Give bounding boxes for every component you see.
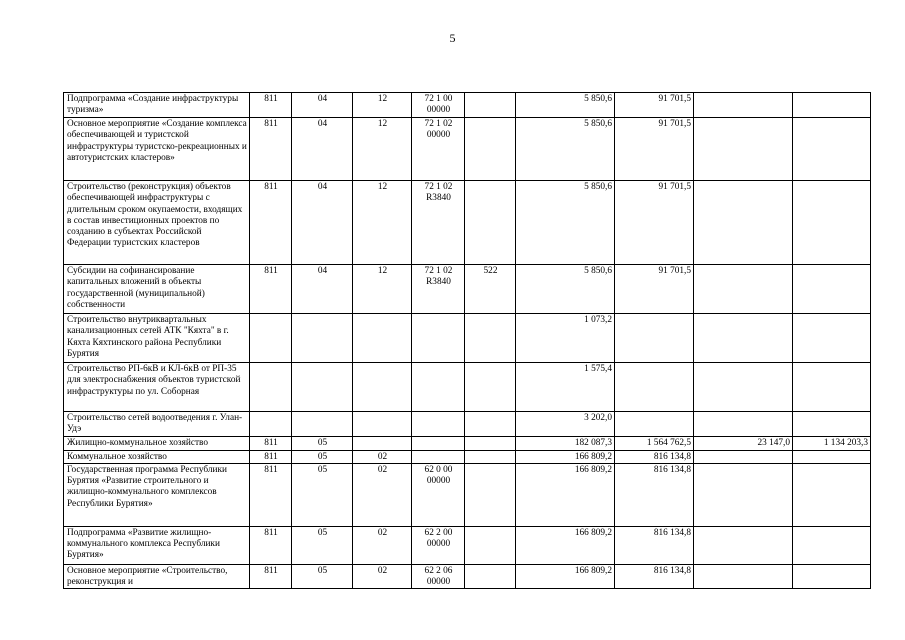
row-grbs: 811	[250, 526, 292, 564]
row-sum-2	[615, 314, 694, 363]
row-grbs: 811	[250, 564, 292, 589]
row-sum-3	[694, 412, 793, 437]
row-sum-3	[694, 118, 793, 181]
row-sum-2: 816 134,8	[615, 526, 694, 564]
row-sum-1: 1 575,4	[516, 363, 615, 412]
row-sum-3	[694, 93, 793, 118]
row-subsection: 02	[353, 463, 412, 526]
row-sum-1: 5 850,6	[516, 118, 615, 181]
table-row	[64, 412, 871, 437]
table-row	[64, 265, 871, 314]
row-sum-4	[793, 265, 871, 314]
row-target-article	[412, 363, 465, 412]
row-grbs	[250, 363, 292, 412]
row-grbs: 811	[250, 450, 292, 463]
row-name: Подпрограмма «Создание инфраструктуры туризма»	[64, 93, 250, 118]
row-sum-1: 182 087,3	[516, 436, 615, 450]
row-grbs: 811	[250, 93, 292, 118]
row-section	[292, 314, 353, 363]
row-sum-2	[615, 412, 694, 437]
row-sum-2: 91 701,5	[615, 118, 694, 181]
row-name: Строительство сетей водоотведения г. Улан-Удэ	[64, 412, 250, 437]
row-sum-4	[793, 463, 871, 526]
row-expense-type	[465, 93, 516, 118]
row-sum-1: 5 850,6	[516, 93, 615, 118]
row-grbs	[250, 314, 292, 363]
row-section: 05	[292, 463, 353, 526]
row-sum-4	[793, 564, 871, 589]
row-sum-2: 91 701,5	[615, 265, 694, 314]
row-target-article: 62 2 00 00000	[412, 526, 465, 564]
row-subsection: 02	[353, 450, 412, 463]
budget-table	[63, 92, 871, 589]
table-row	[64, 564, 871, 589]
row-target-article: 62 2 06 00000	[412, 564, 465, 589]
row-sum-4	[793, 363, 871, 412]
row-section: 05	[292, 450, 353, 463]
row-expense-type	[465, 314, 516, 363]
row-section: 04	[292, 181, 353, 265]
row-name: Строительство РП-6кВ и КЛ-6кВ от РП-35 для электроснабжения объектов туристской инфраструктуры по ул. Соборная	[64, 363, 250, 412]
row-subsection: 12	[353, 93, 412, 118]
row-sum-3	[694, 314, 793, 363]
row-sum-2	[615, 363, 694, 412]
table-row	[64, 118, 871, 181]
row-grbs	[250, 412, 292, 437]
row-sum-3	[694, 526, 793, 564]
row-section: 05	[292, 526, 353, 564]
row-section	[292, 412, 353, 437]
row-grbs: 811	[250, 118, 292, 181]
row-name: Основное мероприятие «Создание комплекса обеспечивающей и туристской инфраструктуры туристско-рекреационных и автотуристских кластеров»	[64, 118, 250, 181]
row-target-article: 72 1 02 R3840	[412, 181, 465, 265]
row-sum-2: 91 701,5	[615, 181, 694, 265]
row-expense-type	[465, 463, 516, 526]
row-sum-4	[793, 93, 871, 118]
row-target-article: 72 1 00 00000	[412, 93, 465, 118]
row-sum-2: 1 564 762,5	[615, 436, 694, 450]
row-section	[292, 363, 353, 412]
row-expense-type	[465, 564, 516, 589]
row-sum-4	[793, 314, 871, 363]
row-target-article	[412, 314, 465, 363]
row-expense-type: 522	[465, 265, 516, 314]
row-target-article: 62 0 00 00000	[412, 463, 465, 526]
row-section: 04	[292, 265, 353, 314]
table-row	[64, 463, 871, 526]
row-subsection: 02	[353, 564, 412, 589]
row-expense-type	[465, 436, 516, 450]
row-name: Строительство (реконструкция) объектов обеспечивающей инфраструктуры с длительным сроком окупаемости, входящих в состав инвестиционных проектов по созданию в субъектах Российской Федерации туристских кластеров	[64, 181, 250, 265]
row-sum-1: 166 809,2	[516, 526, 615, 564]
row-subsection	[353, 314, 412, 363]
row-target-article	[412, 412, 465, 437]
row-sum-2: 816 134,8	[615, 450, 694, 463]
row-target-article	[412, 436, 465, 450]
table-row	[64, 526, 871, 564]
row-sum-4	[793, 118, 871, 181]
row-expense-type	[465, 363, 516, 412]
row-subsection: 12	[353, 181, 412, 265]
row-section: 05	[292, 436, 353, 450]
row-name: Коммунальное хозяйство	[64, 450, 250, 463]
row-sum-1: 5 850,6	[516, 265, 615, 314]
row-name: Основное мероприятие «Строительство, реконструкция и	[64, 564, 250, 589]
row-sum-3	[694, 564, 793, 589]
row-subsection: 12	[353, 118, 412, 181]
row-section: 04	[292, 118, 353, 181]
row-sum-1: 166 809,2	[516, 450, 615, 463]
row-sum-2: 816 134,8	[615, 564, 694, 589]
row-subsection	[353, 436, 412, 450]
row-sum-3	[694, 450, 793, 463]
row-expense-type	[465, 450, 516, 463]
row-name: Субсидии на софинансирование капитальных вложений в объекты государственной (муниципальной) собственности	[64, 265, 250, 314]
row-expense-type	[465, 181, 516, 265]
row-subsection: 02	[353, 526, 412, 564]
row-sum-1: 166 809,2	[516, 463, 615, 526]
row-sum-3	[694, 463, 793, 526]
row-expense-type	[465, 412, 516, 437]
row-target-article: 72 1 02 R3840	[412, 265, 465, 314]
row-name: Строительство внутриквартальных канализационных сетей АТК "Кяхта" в г. Кяхта Кяхтинского района Республики Бурятия	[64, 314, 250, 363]
row-subsection	[353, 363, 412, 412]
row-sum-1: 1 073,2	[516, 314, 615, 363]
row-subsection: 12	[353, 265, 412, 314]
row-expense-type	[465, 526, 516, 564]
table-row	[64, 363, 871, 412]
row-sum-4	[793, 412, 871, 437]
row-sum-3	[694, 363, 793, 412]
row-grbs: 811	[250, 463, 292, 526]
row-sum-3	[694, 265, 793, 314]
row-subsection	[353, 412, 412, 437]
row-section: 05	[292, 564, 353, 589]
row-target-article: 72 1 02 00000	[412, 118, 465, 181]
table-row	[64, 314, 871, 363]
row-sum-3	[694, 181, 793, 265]
row-name: Государственная программа Республики Бурятия «Развитие строительного и жилищно-коммунального комплексов Республики Бурятия»	[64, 463, 250, 526]
row-sum-2: 816 134,8	[615, 463, 694, 526]
page-number: 5	[449, 31, 456, 45]
row-sum-1: 166 809,2	[516, 564, 615, 589]
table-row	[64, 436, 871, 450]
row-name: Подпрограмма «Развитие жилищно-коммунального комплекса Республики Бурятия»	[64, 526, 250, 564]
table-row	[64, 181, 871, 265]
row-sum-4	[793, 181, 871, 265]
row-sum-4	[793, 450, 871, 463]
row-section: 04	[292, 93, 353, 118]
row-target-article	[412, 450, 465, 463]
row-name: Жилищно-коммунальное хозяйство	[64, 436, 250, 450]
row-grbs: 811	[250, 181, 292, 265]
row-grbs: 811	[250, 436, 292, 450]
table-row	[64, 93, 871, 118]
row-grbs: 811	[250, 265, 292, 314]
table-row	[64, 450, 871, 463]
row-sum-1: 3 202,0	[516, 412, 615, 437]
row-expense-type	[465, 118, 516, 181]
row-sum-3: 23 147,0	[694, 436, 793, 450]
row-sum-1: 5 850,6	[516, 181, 615, 265]
row-sum-4: 1 134 203,3	[793, 436, 871, 450]
row-sum-4	[793, 526, 871, 564]
row-sum-2: 91 701,5	[615, 93, 694, 118]
